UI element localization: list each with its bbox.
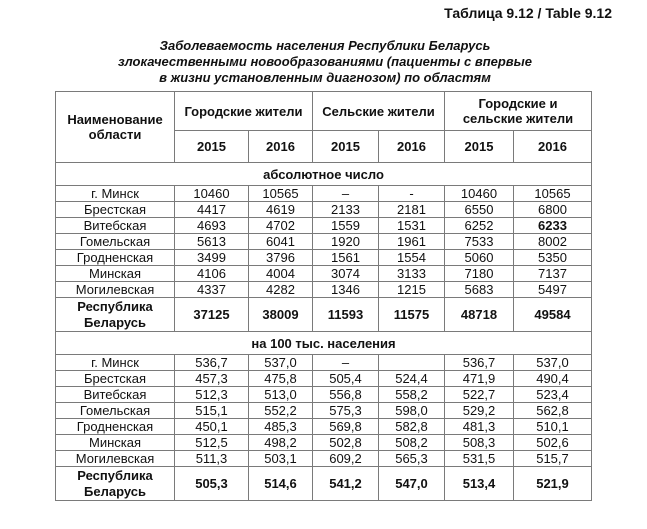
value-cell: 562,8: [514, 403, 592, 419]
value-cell: 524,4: [379, 371, 445, 387]
value-cell: 490,4: [514, 371, 592, 387]
value-cell: 485,3: [249, 419, 313, 435]
header-region: [56, 92, 175, 163]
value-cell: 4702: [249, 218, 313, 234]
value-cell: 512,5: [175, 435, 249, 451]
value-cell: 4693: [175, 218, 249, 234]
value-cell: 502,8: [313, 435, 379, 451]
header-year: 2015: [175, 131, 249, 163]
value-cell: –: [313, 186, 379, 202]
value-cell: –: [313, 355, 379, 371]
value-cell: 515,1: [175, 403, 249, 419]
value-cell: 537,0: [514, 355, 592, 371]
value-cell: 582,8: [379, 419, 445, 435]
value-cell: 6550: [445, 202, 514, 218]
value-cell: 1559: [313, 218, 379, 234]
caption-line-3: в жизни установленным диагнозом) по областям: [159, 70, 491, 85]
value-cell: 7180: [445, 266, 514, 282]
value-cell: 558,2: [379, 387, 445, 403]
region-name: Могилевская: [56, 451, 175, 467]
total-value-cell: 547,0: [379, 467, 445, 501]
value-cell: 5350: [514, 250, 592, 266]
region-name: Гомельская: [56, 403, 175, 419]
value-cell: 598,0: [379, 403, 445, 419]
region-name: Витебская: [56, 387, 175, 403]
header-year: 2015: [445, 131, 514, 163]
region-name: Минская: [56, 435, 175, 451]
value-cell: 508,2: [379, 435, 445, 451]
table-row: [56, 371, 592, 387]
total-value-cell: 11593: [313, 298, 379, 332]
value-cell: 5497: [514, 282, 592, 298]
table-row: [56, 186, 592, 202]
value-cell: 481,3: [445, 419, 514, 435]
table-row: [56, 218, 592, 234]
total-value-cell: 513,4: [445, 467, 514, 501]
incidence-table: [55, 91, 592, 501]
value-cell: 1961: [379, 234, 445, 250]
value-cell: 8002: [514, 234, 592, 250]
table-caption: [60, 38, 590, 86]
value-cell: 536,7: [445, 355, 514, 371]
value-cell: 556,8: [313, 387, 379, 403]
header-year: 2016: [249, 131, 313, 163]
value-cell: 4282: [249, 282, 313, 298]
header-group-total-label: Городские и сельские жители: [462, 96, 574, 126]
value-cell: 569,8: [313, 419, 379, 435]
header-group-urban: Городские жители: [175, 92, 313, 131]
section-title: абсолютное число: [56, 163, 592, 186]
value-cell: 498,2: [249, 435, 313, 451]
table-number: Таблица 9.12 / Table 9.12: [444, 5, 612, 21]
section-header-row: [56, 163, 592, 186]
value-cell: 537,0: [249, 355, 313, 371]
value-cell: 2181: [379, 202, 445, 218]
section-title: на 100 тыс. населения: [56, 332, 592, 355]
value-cell: 3133: [379, 266, 445, 282]
value-cell: 505,4: [313, 371, 379, 387]
value-cell: 503,1: [249, 451, 313, 467]
value-cell: 3074: [313, 266, 379, 282]
table-row: [56, 355, 592, 371]
value-cell: 1561: [313, 250, 379, 266]
region-name: Гомельская: [56, 234, 175, 250]
total-value-cell: 49584: [514, 298, 592, 332]
region-name: Брестская: [56, 202, 175, 218]
value-cell: 552,2: [249, 403, 313, 419]
value-cell: 4337: [175, 282, 249, 298]
value-cell: 531,5: [445, 451, 514, 467]
value-cell: 609,2: [313, 451, 379, 467]
total-value-cell: 505,3: [175, 467, 249, 501]
table-row: [56, 234, 592, 250]
value-cell: 471,9: [445, 371, 514, 387]
header-row-groups: [56, 92, 592, 131]
total-name-line-1: Республика: [77, 298, 153, 314]
value-cell: 515,7: [514, 451, 592, 467]
value-cell: 508,3: [445, 435, 514, 451]
region-name: Витебская: [56, 218, 175, 234]
total-name-line-2: Беларусь: [84, 483, 146, 499]
region-name: г. Минск: [56, 355, 175, 371]
total-row: [56, 467, 592, 501]
value-cell: 1215: [379, 282, 445, 298]
table-row: [56, 250, 592, 266]
header-year: 2016: [379, 131, 445, 163]
region-name: Брестская: [56, 371, 175, 387]
value-cell: 1920: [313, 234, 379, 250]
value-cell: 3499: [175, 250, 249, 266]
total-value-cell: 11575: [379, 298, 445, 332]
value-cell: 450,1: [175, 419, 249, 435]
header-region-label: Наименование области: [67, 112, 163, 142]
value-cell: 6252: [445, 218, 514, 234]
value-cell: 511,3: [175, 451, 249, 467]
value-cell: 4619: [249, 202, 313, 218]
value-cell: 10565: [514, 186, 592, 202]
value-cell: 513,0: [249, 387, 313, 403]
total-value-cell: 521,9: [514, 467, 592, 501]
header-year: 2016: [514, 131, 592, 163]
value-cell: 475,8: [249, 371, 313, 387]
total-row: [56, 298, 592, 332]
table-row: [56, 419, 592, 435]
total-name: [56, 467, 175, 501]
value-cell: 10460: [445, 186, 514, 202]
table-row: [56, 282, 592, 298]
total-name-line-2: Беларусь: [84, 314, 146, 330]
header-year: 2015: [313, 131, 379, 163]
total-value-cell: 37125: [175, 298, 249, 332]
value-cell: 4417: [175, 202, 249, 218]
caption-line-2: злокачественными новообразованиями (пациенты с впервые: [117, 54, 532, 69]
value-cell: 457,3: [175, 371, 249, 387]
total-name: [56, 298, 175, 332]
value-cell: 529,2: [445, 403, 514, 419]
header-group-rural: Сельские жители: [313, 92, 445, 131]
table-row: [56, 266, 592, 282]
value-cell: 1531: [379, 218, 445, 234]
value-cell: 502,6: [514, 435, 592, 451]
caption-line-1: Заболеваемость населения Республики Беларусь: [159, 38, 491, 53]
total-value-cell: 514,6: [249, 467, 313, 501]
value-cell: 2133: [313, 202, 379, 218]
value-cell: 523,4: [514, 387, 592, 403]
total-value-cell: 48718: [445, 298, 514, 332]
value-cell: 510,1: [514, 419, 592, 435]
region-name: г. Минск: [56, 186, 175, 202]
value-cell: 6800: [514, 202, 592, 218]
value-cell: 7533: [445, 234, 514, 250]
region-name: Могилевская: [56, 282, 175, 298]
table-row: [56, 202, 592, 218]
value-cell: 6233: [514, 218, 592, 234]
value-cell: 1346: [313, 282, 379, 298]
value-cell: 6041: [249, 234, 313, 250]
table-row: [56, 435, 592, 451]
header-group-total: [445, 92, 592, 131]
total-value-cell: 541,2: [313, 467, 379, 501]
value-cell: 536,7: [175, 355, 249, 371]
value-cell: 4004: [249, 266, 313, 282]
value-cell: 10565: [249, 186, 313, 202]
value-cell: 522,7: [445, 387, 514, 403]
value-cell: [379, 355, 445, 371]
total-value-cell: 38009: [249, 298, 313, 332]
table-row: [56, 387, 592, 403]
value-cell: 5683: [445, 282, 514, 298]
table-row: [56, 451, 592, 467]
region-name: Гродненская: [56, 250, 175, 266]
value-cell: 575,3: [313, 403, 379, 419]
value-cell: 5060: [445, 250, 514, 266]
value-cell: 565,3: [379, 451, 445, 467]
value-cell: 7137: [514, 266, 592, 282]
region-name: Минская: [56, 266, 175, 282]
section-header-row: [56, 332, 592, 355]
total-name-line-1: Республика: [77, 467, 153, 483]
region-name: Гродненская: [56, 419, 175, 435]
value-cell: 4106: [175, 266, 249, 282]
value-cell: -: [379, 186, 445, 202]
value-cell: 5613: [175, 234, 249, 250]
value-cell: 512,3: [175, 387, 249, 403]
value-cell: 3796: [249, 250, 313, 266]
value-cell: 10460: [175, 186, 249, 202]
table-body: [56, 163, 592, 501]
value-cell: 1554: [379, 250, 445, 266]
table-row: [56, 403, 592, 419]
